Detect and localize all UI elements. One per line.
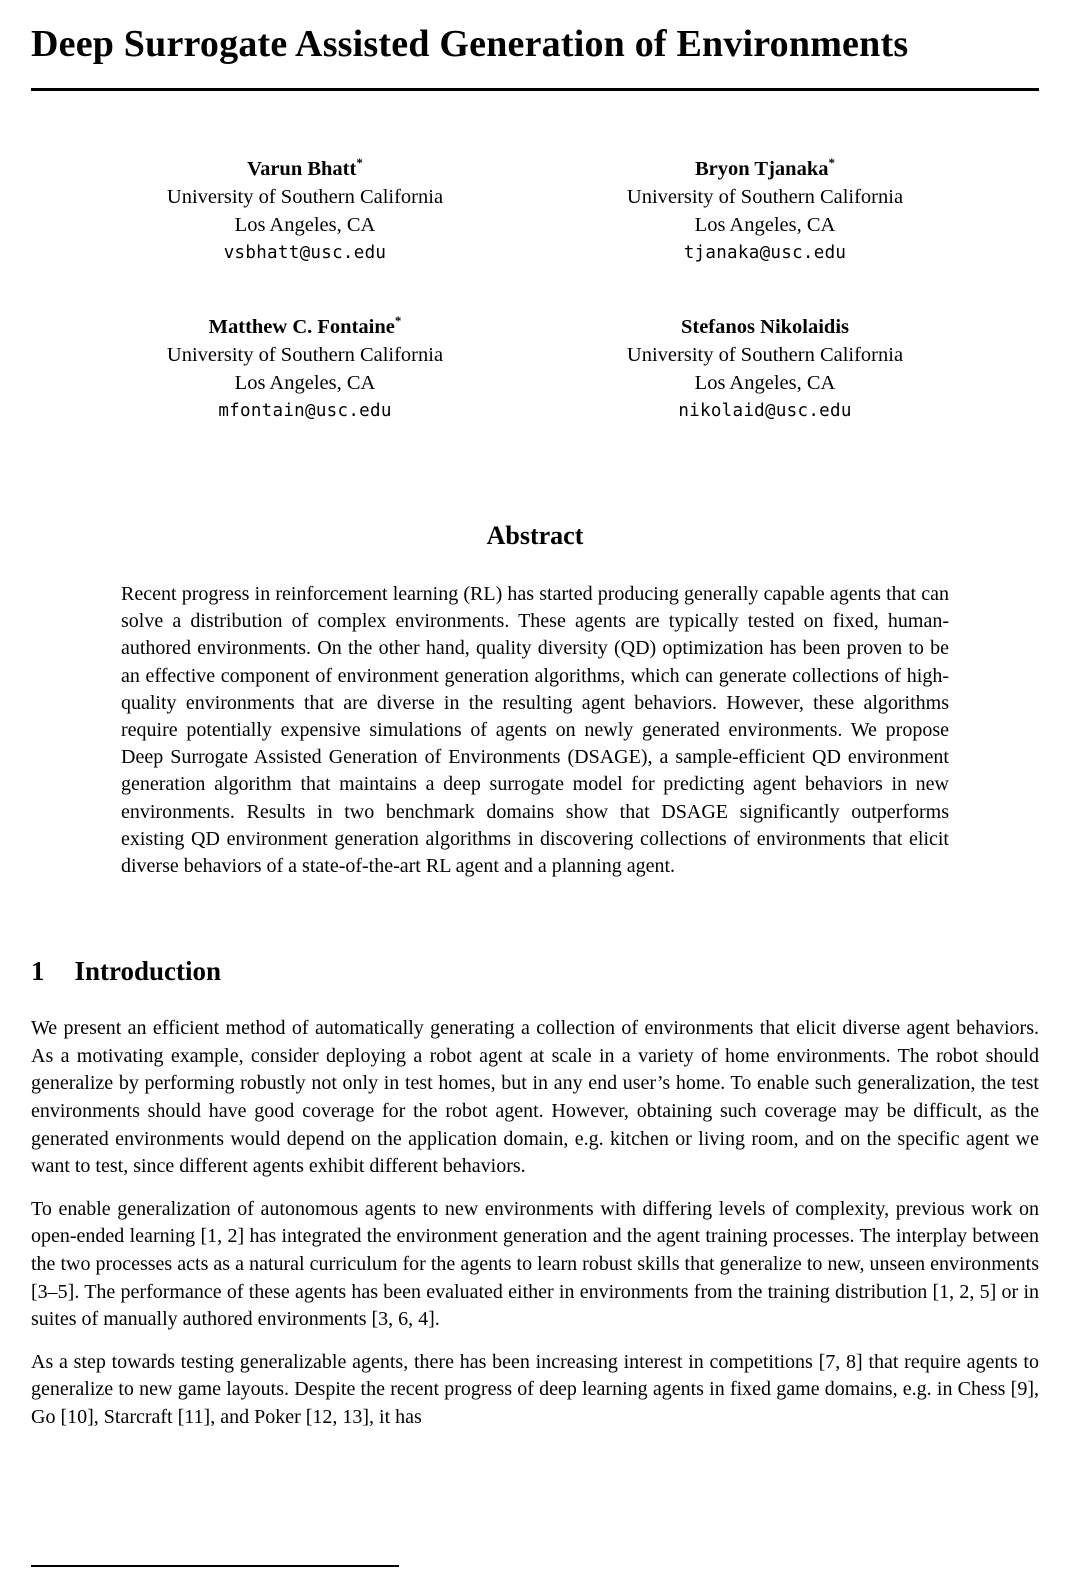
- author-name-text: Varun Bhatt: [247, 158, 357, 180]
- intro-paragraph-1: We present an efficient method of automatically generating a collection of environments that elicit diverse agent behaviors. As a motivating example, consider deploying a robot agent at scale in a variety of home environments. The robot should generalize by performing robustly not only in test homes, but in any end user’s home. To enable such generalization, the test environments should have good coverage for the robot agent. However, obtaining such coverage may be difficult, as the generated environments would depend on the application domain, e.g. kitchen or living room, and on the specific agent we want to test, since different agents exhibit different behaviors.: [31, 1017, 1039, 1178]
- authors-block: [75, 155, 995, 425]
- author-block: [75, 155, 535, 267]
- author-name: [535, 155, 995, 183]
- author-block: [535, 313, 995, 425]
- author-name-text: Stefanos Nikolaidis: [680, 316, 850, 338]
- author-city: Los Angeles, CA: [694, 214, 836, 236]
- author-city: Los Angeles, CA: [234, 214, 376, 236]
- section-title: Introduction: [74, 956, 222, 987]
- author-block: [535, 155, 995, 267]
- abstract-text: Recent progress in reinforcement learning (RL) has started producing generally capable agents that can solve a distribution of complex environments. These agents are typically tested on fixed, human-authored environments. On the other hand, quality diversity (QD) optimization has been proven to be an effective component of environment generation algorithms, which can generate collections of high-quality environments that are diverse in the resulting agent behaviors. However, these algorithms require potentially expensive simulations of agents on newly generated environments. We propose Deep Surrogate Assisted Generation of Environments (DSAGE), a sample-efficient QD environment generation algorithm that maintains a deep surrogate model for predicting agent behaviors in new environments. Results in two benchmark domains show that DSAGE significantly outperforms existing QD environment generation algorithms in discovering collections of environments that elicit diverse behaviors of a state-of-the-art RL agent and a planning agent.: [121, 583, 949, 878]
- intro-paragraph-2: To enable generalization of autonomous agents to new environments with differing levels of complexity, previous work on open-ended learning [1, 2] has integrated the environment generation and the agent training processes. The interplay between the two processes acts as a natural curriculum for the agents to learn robust skills that generalize to new, unseen environments [3–5]. The performance of these agents has been evaluated either in environments from the training distribution [1, 2, 5] or in suites of manually authored environments [3, 6, 4].: [31, 1197, 1039, 1331]
- author-city: Los Angeles, CA: [234, 372, 376, 394]
- author-affiliation: University of Southern California: [626, 186, 904, 208]
- author-affiliation: University of Southern California: [626, 344, 904, 366]
- author-affiliation: University of Southern California: [166, 186, 444, 208]
- title-rule: [31, 88, 1039, 91]
- footnote-rule: [31, 1565, 399, 1567]
- author-name-text: Matthew C. Fontaine: [208, 316, 395, 338]
- author-asterisk: *: [828, 155, 835, 171]
- author-email: nikolaid@usc.edu: [678, 401, 852, 421]
- author-email: tjanaka@usc.edu: [683, 243, 847, 263]
- author-asterisk: *: [356, 155, 363, 171]
- author-email: vsbhatt@usc.edu: [223, 243, 387, 263]
- author-affiliation: University of Southern California: [166, 344, 444, 366]
- author-name: [75, 155, 535, 183]
- author-name: [535, 313, 995, 341]
- author-name-text: Bryon Tjanaka: [695, 158, 829, 180]
- author-block: [75, 313, 535, 425]
- intro-paragraph-3: As a step towards testing generalizable agents, there has been increasing interest in competitions [7, 8] that require agents to generalize to new game layouts. Despite the recent progress of deep learning agents in fixed game domains, e.g. in Chess [9], Go [10], Starcraft [11], and Poker [12, 13], it has: [31, 1350, 1039, 1428]
- paper-title: Deep Surrogate Assisted Generation of Environments: [31, 23, 909, 65]
- section-number: 1: [31, 956, 45, 987]
- author-email: mfontain@usc.edu: [218, 401, 392, 421]
- author-city: Los Angeles, CA: [694, 372, 836, 394]
- author-asterisk: *: [394, 313, 402, 329]
- section-heading-introduction: [31, 956, 1039, 987]
- author-name: [75, 313, 535, 341]
- abstract-heading: Abstract: [486, 521, 584, 550]
